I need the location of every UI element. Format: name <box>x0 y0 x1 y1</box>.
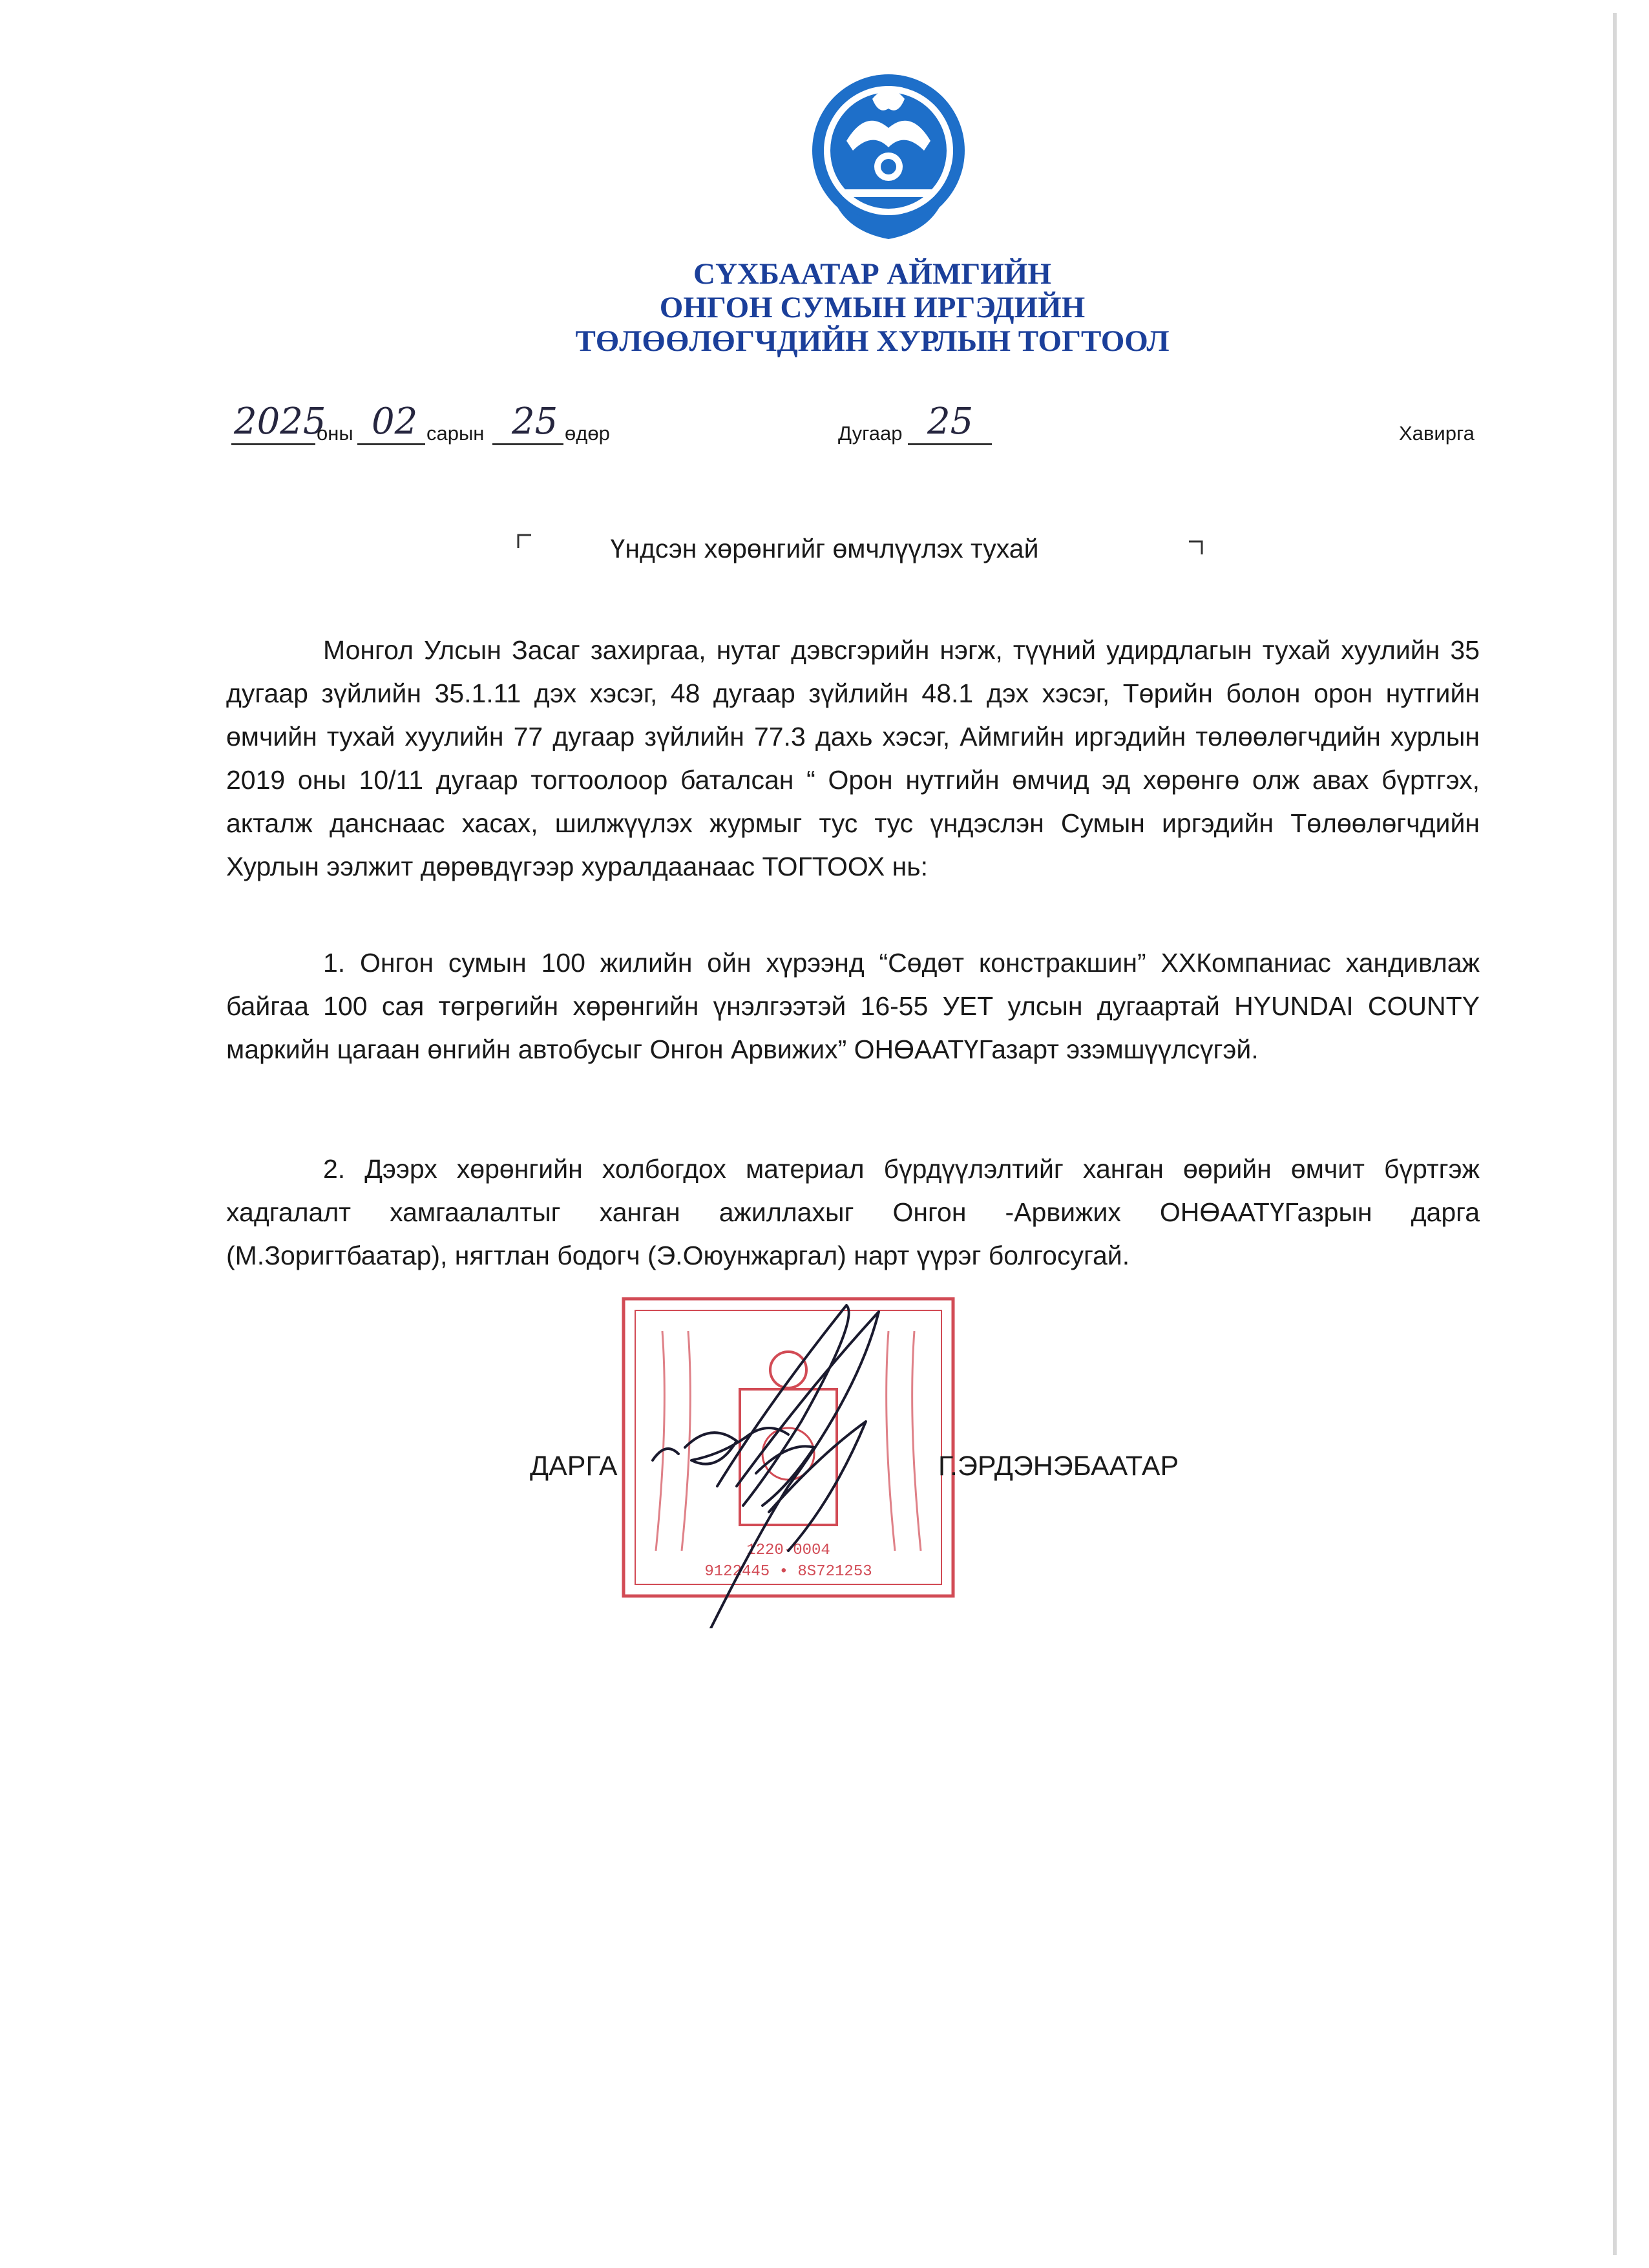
year-label: оны <box>317 422 353 445</box>
number-underline <box>908 443 992 445</box>
document-title: Үндсэн хөрөнгийг өмчлүүлэх тухай <box>610 534 1039 563</box>
signatory-name: Г.ЭРДЭНЭБААТАР <box>938 1451 1179 1482</box>
handwritten-day: 25 <box>512 401 558 443</box>
stamp-line-2: 9122445 • 8S721253 <box>704 1563 872 1580</box>
header-line-sum: ОНГОН СУМЫН ИРГЭДИЙН <box>659 291 1086 324</box>
title-right-bracket <box>1188 540 1203 556</box>
signatory-title: ДАРГА <box>530 1451 618 1482</box>
day-label: өдөр <box>565 422 610 445</box>
year-underline <box>231 443 315 445</box>
handwritten-year: 2025 <box>234 401 326 443</box>
preamble-text: Монгол Улсын Засаг захиргаа, нутаг дэвсгэрийн нэгж, түүний удирдлагын тухай хуулийн 35 дугаар зүйлийн 35.1.11 дэх хэсэг, 48 дугаар зүйлийн 48.1 дэх хэсэг, Төрийн болон орон нутгийн өмчийн тухай хуулийн 77 дугаар зүйлийн 77.3 дахь хэсэг, Аймгийн иргэдийн төлөөлөгчдийн хурлын 2019 оны 10/11 дугаар тогтоолоор баталсан “ Орон нутгийн өмчид эд хөрөнгө олж авах бүртгэх, акталж данснаас хасах, шилжүүлэх журмыг тус тус үндэслэн Сумын иргэдийн Төлөөлөгчдийн Хурлын ээлжит дөрөвдүгээр хуралдаанаас ТОГТООХ нь: <box>226 635 1480 881</box>
month-underline <box>357 443 425 445</box>
header-line-aimag: СҮХБААТАР АЙМГИЙН <box>693 257 1051 291</box>
header-line-council: ТӨЛӨӨЛӨГЧДИЙН ХУРЛЫН ТОГТООЛ <box>575 324 1170 358</box>
handwritten-month: 02 <box>372 401 418 443</box>
document-header <box>388 257 1357 358</box>
handwritten-number: 25 <box>927 401 974 443</box>
month-label: сарын <box>426 422 485 445</box>
resolution-item-1-text: 1. Онгон сумын 100 жилийн ойн хүрээнд “Сөдөт констракшин” ХХКомпаниас хандивлаж байгаа 100 сая төгрөгийн хөрөнгийн үнэлгээтэй 16-55 УЕТ улсын дугаартай HYUNDAI COUNTY маркийн цагаан өнгийн автобусыг Онгон Арвижих” ОНӨААТҮГазарт эзэмшүүлсүгэй. <box>226 948 1480 1064</box>
stamp-line-1: 1220-0004 <box>746 1542 830 1559</box>
date-number-line <box>0 401 1649 459</box>
resolution-item-2-text: 2. Дээрх хөрөнгийн холбогдох материал бүрдүүлэлтийг ханган өөрийн өмчит бүртгэж хадгалалт хамгаалалтыг ханган ажиллахыг Онгон -Арвижих ОНӨААТҮГазрын дарга (М.Зоригтбаатар), нягтлан бодогч (Э.Оюунжаргал) нарт үүрэг болгосугай. <box>226 1154 1480 1270</box>
resolution-item-1 <box>226 941 1480 1071</box>
place-label: Хавирга <box>1399 422 1475 445</box>
handwritten-signature <box>640 1292 918 1628</box>
day-underline <box>492 443 563 445</box>
number-label: Дугаар <box>838 422 903 445</box>
state-emblem-icon <box>808 70 969 244</box>
resolution-item-2 <box>226 1148 1480 1277</box>
scan-edge <box>1613 13 1617 2255</box>
preamble-paragraph <box>226 629 1480 888</box>
